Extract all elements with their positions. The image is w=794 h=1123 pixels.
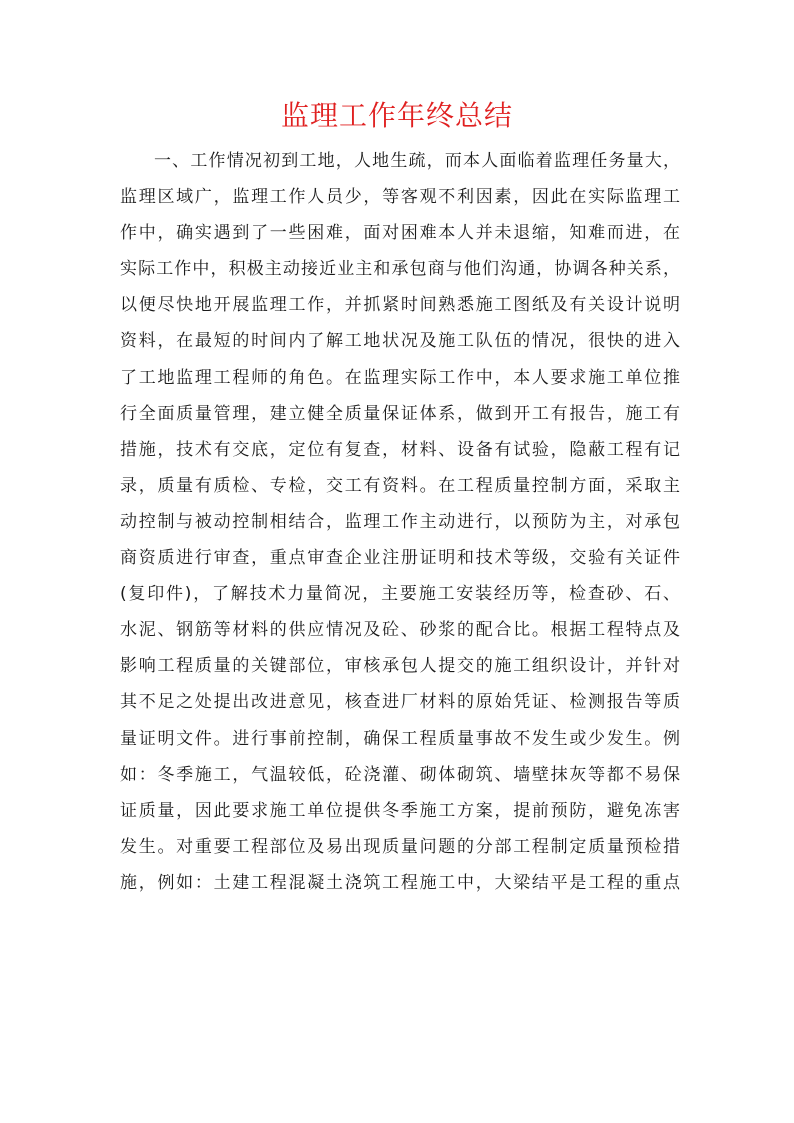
body-line: 作中，确实遇到了一些困难，面对困难本人并未退缩，知难而进，在 xyxy=(120,223,680,244)
body-line: 如：冬季施工，气温较低，砼浇灌、砌体砌筑、墙壁抹灰等都不易保 xyxy=(120,764,680,785)
body-line: 动控制与被动控制相结合，监理工作主动进行，以预防为主，对承包 xyxy=(120,511,680,532)
body-line: 量证明文件。进行事前控制，确保工程质量事故不发生或少发生。例 xyxy=(120,728,680,749)
body-line: (复印件)，了解技术力量简况，主要施工安装经历等，检查砂、石、 xyxy=(120,584,680,605)
body-line: 资料，在最短的时间内了解工地状况及施工队伍的情况，很快的进入 xyxy=(120,331,680,352)
body-line: 其不足之处提出改进意见，核查进厂材料的原始凭证、检测报告等质 xyxy=(120,692,680,713)
body-line: 录，质量有质检、专检，交工有资料。在工程质量控制方面，采取主 xyxy=(120,475,680,496)
body-line: 以便尽快地开展监理工作，并抓紧时间熟悉施工图纸及有关设计说明 xyxy=(120,295,680,316)
body-line: 一、工作情况初到工地，人地生疏，而本人面临着监理任务量大， xyxy=(154,151,680,171)
body-line: 证质量，因此要求施工单位提供冬季施工方案，提前预防，避免冻害 xyxy=(120,800,680,821)
document-body xyxy=(120,143,680,901)
body-line: 了工地监理工程师的角色。在监理实际工作中，本人要求施工单位推 xyxy=(120,367,680,388)
body-line: 水泥、钢筋等材料的供应情况及砼、砂浆的配合比。根据工程特点及 xyxy=(120,620,680,641)
body-line: 影响工程质量的关键部位，审核承包人提交的施工组织设计，并针对 xyxy=(120,656,680,677)
body-line: 监理区域广，监理工作人员少，等客观不利因素，因此在实际监理工 xyxy=(120,187,680,208)
body-line: 发生。对重要工程部位及易出现质量问题的分部工程制定质量预检措 xyxy=(120,836,680,857)
document-title: 监理工作年终总结 xyxy=(280,99,513,132)
body-line: 商资质进行审查，重点审查企业注册证明和技术等级，交验有关证件 xyxy=(120,548,680,569)
body-line: 实际工作中，积极主动接近业主和承包商与他们沟通，协调各种关系， xyxy=(120,259,680,280)
body-line: 行全面质量管理，建立健全质量保证体系，做到开工有报告，施工有 xyxy=(120,403,680,424)
body-line: 施，例如：土建工程混凝土浇筑工程施工中，大梁结平是工程的重点 xyxy=(120,872,680,893)
body-line: 措施，技术有交底，定位有复查，材料、设备有试验，隐蔽工程有记 xyxy=(120,439,680,460)
